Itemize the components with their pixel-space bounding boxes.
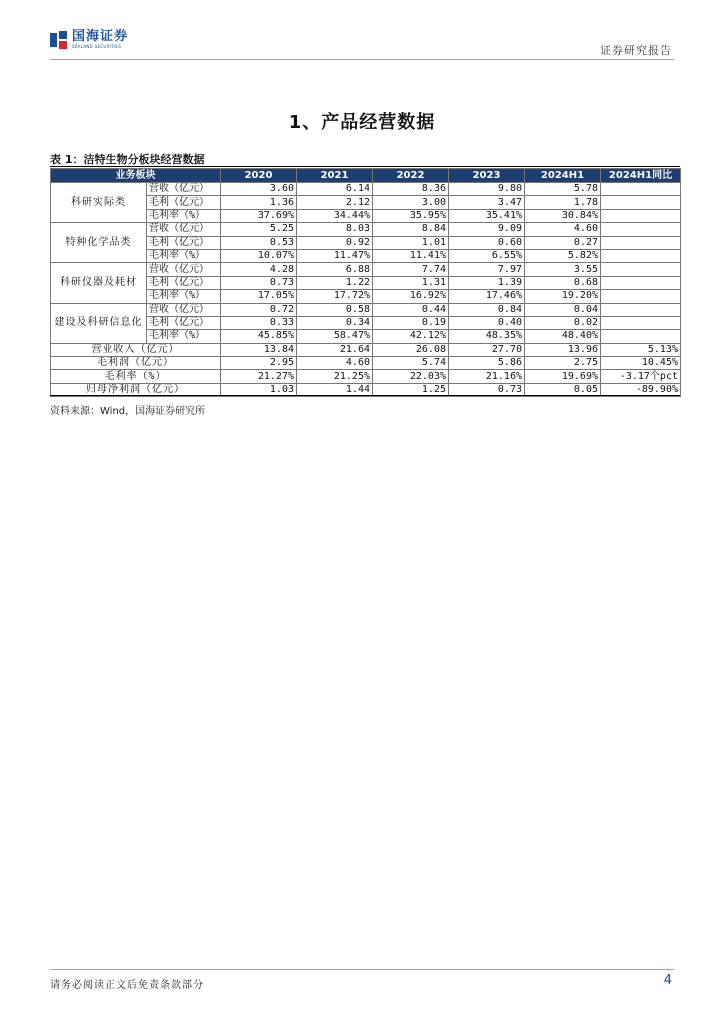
segment-data-table — [50, 168, 681, 397]
value-cell: 48.40% — [525, 330, 601, 343]
value-cell: 2.75 — [525, 357, 601, 370]
value-cell: 3.47 — [449, 196, 525, 209]
table-header-row — [51, 169, 681, 183]
value-cell: 0.53 — [221, 236, 297, 249]
metric-label-cell: 营收（亿元） — [147, 303, 221, 316]
value-cell: 1.01 — [373, 236, 449, 249]
value-cell: 3.00 — [373, 196, 449, 209]
value-cell — [601, 223, 681, 236]
value-cell: 8.36 — [373, 183, 449, 196]
value-cell: 9.80 — [449, 183, 525, 196]
value-cell: 6.55% — [449, 249, 525, 262]
value-cell: 0.73 — [221, 276, 297, 289]
brand-logo — [50, 30, 128, 49]
value-cell: 0.73 — [449, 383, 525, 396]
table-row — [51, 263, 681, 276]
value-cell: 13.96 — [525, 343, 601, 356]
value-cell: 0.02 — [525, 316, 601, 329]
value-cell: 58.47% — [297, 330, 373, 343]
segment-name-cell: 科研仪器及耗材 — [51, 263, 147, 303]
value-cell: 45.85% — [221, 330, 297, 343]
source-note: 资料来源：Wind，国海证券研究所 — [50, 406, 206, 417]
value-cell: 35.41% — [449, 209, 525, 222]
value-cell: 17.46% — [449, 290, 525, 303]
table-row-total — [51, 343, 681, 356]
value-cell: 26.08 — [373, 343, 449, 356]
value-cell: 0.19 — [373, 316, 449, 329]
value-cell: 21.27% — [221, 370, 297, 383]
header-cell-2024h1: 2024H1 — [525, 169, 601, 183]
value-cell: 1.25 — [373, 383, 449, 396]
value-cell: 3.60 — [221, 183, 297, 196]
value-cell: 1.03 — [221, 383, 297, 396]
value-cell: 0.60 — [449, 236, 525, 249]
header-cell-2021: 2021 — [297, 169, 373, 183]
table-row — [51, 183, 681, 196]
table-row-total — [51, 357, 681, 370]
value-cell: -3.17个pct — [601, 370, 681, 383]
value-cell: 10.45% — [601, 357, 681, 370]
value-cell — [601, 303, 681, 316]
value-cell: -89.90% — [601, 383, 681, 396]
value-cell: 17.72% — [297, 290, 373, 303]
metric-label-cell: 毛利率（%） — [147, 249, 221, 262]
value-cell: 3.55 — [525, 263, 601, 276]
value-cell — [601, 263, 681, 276]
segment-name-cell: 特种化学品类 — [51, 223, 147, 263]
table-row-total — [51, 370, 681, 383]
value-cell: 10.07% — [221, 249, 297, 262]
value-cell: 8.84 — [373, 223, 449, 236]
value-cell: 0.04 — [525, 303, 601, 316]
header-cell-segment: 业务板块 — [51, 169, 221, 183]
value-cell: 0.84 — [449, 303, 525, 316]
value-cell: 30.84% — [525, 209, 601, 222]
metric-label-cell: 毛利率（%） — [147, 290, 221, 303]
table-row — [51, 223, 681, 236]
value-cell: 0.34 — [297, 316, 373, 329]
header-cell-2022: 2022 — [373, 169, 449, 183]
table-bottom-divider — [50, 395, 680, 396]
logo-name-cn: 国海证券 — [72, 29, 129, 44]
total-label-cell: 营业收入（亿元） — [51, 343, 221, 356]
value-cell: 0.58 — [297, 303, 373, 316]
report-type-label: 证券研究报告 — [600, 44, 672, 57]
total-label-cell: 毛利率（%） — [51, 370, 221, 383]
value-cell: 27.70 — [449, 343, 525, 356]
value-cell: 0.92 — [297, 236, 373, 249]
header-divider — [50, 59, 674, 60]
value-cell: 21.64 — [297, 343, 373, 356]
value-cell: 4.60 — [525, 223, 601, 236]
metric-label-cell: 营收（亿元） — [147, 183, 221, 196]
value-cell — [601, 196, 681, 209]
value-cell: 7.97 — [449, 263, 525, 276]
value-cell: 22.03% — [373, 370, 449, 383]
value-cell — [601, 236, 681, 249]
metric-label-cell: 毛利率（%） — [147, 330, 221, 343]
value-cell: 5.25 — [221, 223, 297, 236]
logo-name-en: SEALAND SECURITIES — [72, 44, 122, 49]
value-cell: 4.60 — [297, 357, 373, 370]
metric-label-cell: 营收（亿元） — [147, 223, 221, 236]
value-cell: 5.78 — [525, 183, 601, 196]
value-cell: 6.88 — [297, 263, 373, 276]
value-cell: 34.44% — [297, 209, 373, 222]
header-cell-2023: 2023 — [449, 169, 525, 183]
value-cell: 5.86 — [449, 357, 525, 370]
value-cell: 19.20% — [525, 290, 601, 303]
value-cell: 37.69% — [221, 209, 297, 222]
value-cell: 0.40 — [449, 316, 525, 329]
metric-label-cell: 毛利（亿元） — [147, 316, 221, 329]
value-cell: 0.72 — [221, 303, 297, 316]
value-cell: 6.14 — [297, 183, 373, 196]
value-cell: 48.35% — [449, 330, 525, 343]
value-cell: 42.12% — [373, 330, 449, 343]
value-cell: 0.27 — [525, 236, 601, 249]
value-cell: 2.12 — [297, 196, 373, 209]
value-cell: 5.74 — [373, 357, 449, 370]
metric-label-cell: 毛利（亿元） — [147, 236, 221, 249]
value-cell: 11.41% — [373, 249, 449, 262]
segment-name-cell: 建设及科研信息化 — [51, 303, 147, 343]
value-cell: 0.44 — [373, 303, 449, 316]
value-cell: 17.05% — [221, 290, 297, 303]
metric-label-cell: 营收（亿元） — [147, 263, 221, 276]
total-label-cell: 归母净利润（亿元） — [51, 383, 221, 396]
total-label-cell: 毛利润（亿元） — [51, 357, 221, 370]
value-cell: 5.13% — [601, 343, 681, 356]
value-cell: 1.44 — [297, 383, 373, 396]
footer-divider — [50, 969, 674, 970]
value-cell — [601, 330, 681, 343]
value-cell: 1.31 — [373, 276, 449, 289]
value-cell: 5.82% — [525, 249, 601, 262]
value-cell: 4.28 — [221, 263, 297, 276]
value-cell: 7.74 — [373, 263, 449, 276]
value-cell — [601, 276, 681, 289]
value-cell: 0.68 — [525, 276, 601, 289]
value-cell: 16.92% — [373, 290, 449, 303]
value-cell: 35.95% — [373, 209, 449, 222]
value-cell: 13.84 — [221, 343, 297, 356]
value-cell: 0.05 — [525, 383, 601, 396]
value-cell: 8.03 — [297, 223, 373, 236]
value-cell: 1.36 — [221, 196, 297, 209]
header-cell-2024h1-yoy: 2024H1同比 — [601, 169, 681, 183]
value-cell: 1.22 — [297, 276, 373, 289]
metric-label-cell: 毛利（亿元） — [147, 276, 221, 289]
value-cell: 21.25% — [297, 370, 373, 383]
value-cell — [601, 249, 681, 262]
section-title: 1、产品经营数据 — [288, 112, 436, 133]
value-cell: 0.33 — [221, 316, 297, 329]
metric-label-cell: 毛利（亿元） — [147, 196, 221, 209]
header-cell-2020: 2020 — [221, 169, 297, 183]
value-cell — [601, 183, 681, 196]
value-cell — [601, 290, 681, 303]
logo-mark-icon — [50, 31, 68, 49]
segment-name-cell: 科研实际类 — [51, 183, 147, 223]
table-caption: 表 1：洁特生物分板块经营数据 — [50, 153, 205, 166]
value-cell — [601, 209, 681, 222]
value-cell: 2.95 — [221, 357, 297, 370]
footer-disclaimer: 请务必阅读正文后免责条款部分 — [50, 980, 204, 991]
value-cell: 9.09 — [449, 223, 525, 236]
value-cell: 1.78 — [525, 196, 601, 209]
value-cell: 1.39 — [449, 276, 525, 289]
value-cell: 19.69% — [525, 370, 601, 383]
value-cell — [601, 316, 681, 329]
value-cell: 11.47% — [297, 249, 373, 262]
caption-divider — [50, 166, 680, 167]
metric-label-cell: 毛利率（%） — [147, 209, 221, 222]
table-row — [51, 303, 681, 316]
value-cell: 21.16% — [449, 370, 525, 383]
page-number: 4 — [663, 973, 672, 988]
